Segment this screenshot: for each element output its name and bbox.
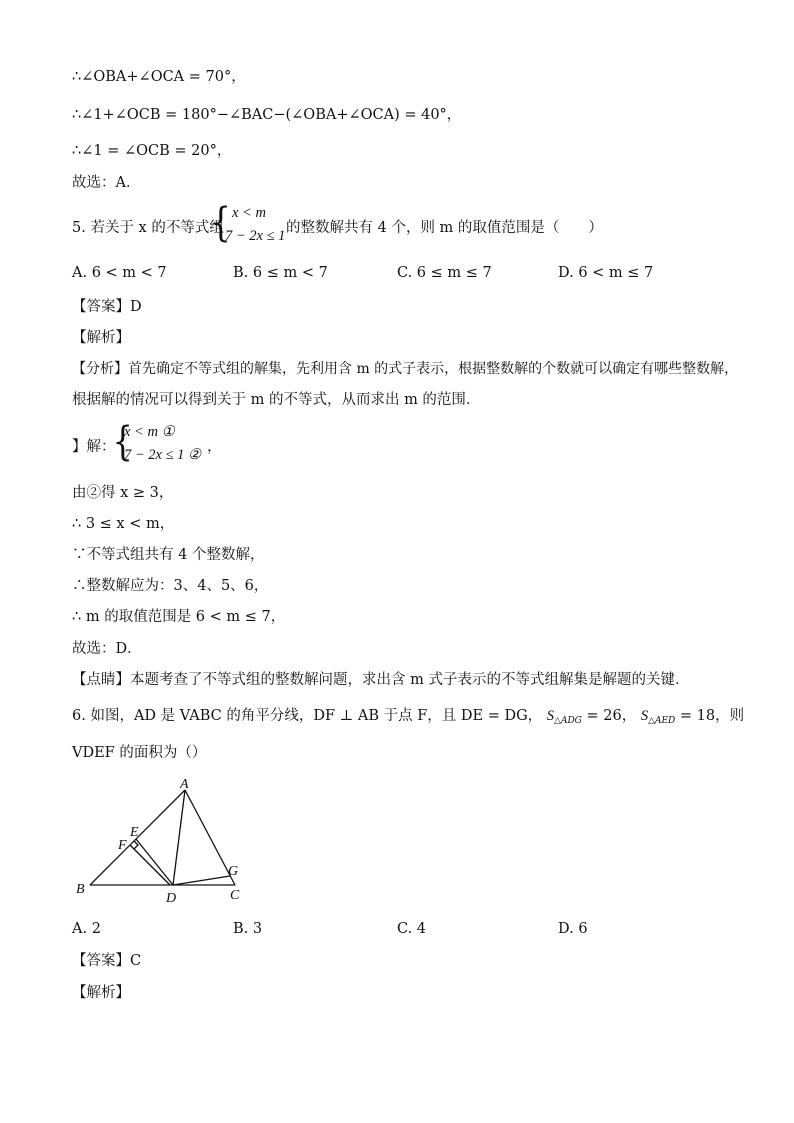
brace-icon: { [210, 200, 231, 246]
q5-step-5: ∴ m 的取值范围是 6 < m ≤ 7， [72, 609, 286, 625]
q5-analysis-2: 根据解的情况可以得到关于 m 的不等式，从而求出 m 的范围． [72, 392, 481, 408]
q5-analysis-label: 【解析】 [72, 330, 130, 346]
q5-suffix: 的整数解共有 4 个，则 m 的取值范围是（ ） [286, 220, 603, 236]
label-d: D [166, 891, 177, 906]
q5-solve-prefix: 】解： [72, 439, 116, 455]
q5-solve-suffix: ， [207, 439, 222, 455]
q5-answer: 【答案】D [72, 299, 142, 315]
proof-line-3: ∴∠1 = ∠OCB = 20°， [72, 143, 232, 159]
q6-option-c: C. 4 [397, 921, 427, 937]
label-a: A [180, 777, 189, 792]
proof-line-2: ∴∠1+∠OCB = 180°−∠BAC−(∠OBA+∠OCA) = 40°， [72, 107, 462, 123]
q5-option-b: B. 6 ≤ m < 7 [233, 265, 328, 281]
q6-area-aed-symbol: S [640, 708, 649, 724]
q5-solve-row-2: 7 − 2x ≤ 1 ② [124, 447, 202, 463]
q5-option-c: C. 6 ≤ m ≤ 7 [397, 265, 492, 281]
q6-area-adg-symbol: S [546, 708, 555, 724]
q6-line-2: VDEF 的面积为（） [72, 745, 207, 761]
segment-df [130, 845, 170, 885]
q5-system-row-2: 7 − 2x ≤ 1 [225, 228, 286, 244]
q6-area-adg-value: = 26， [581, 708, 637, 724]
q5-comment: 【点睛】本题考查了不等式组的整数解问题，求出含 m 式子表示的不等式组解集是解题的关键． [72, 672, 690, 688]
q6-area-aed-value: = 18，则 [675, 708, 745, 724]
segment-dg [173, 876, 230, 885]
q6-option-b: B. 3 [233, 921, 263, 937]
label-b: B [76, 882, 85, 897]
segment-de [136, 839, 173, 885]
label-c: C [230, 888, 240, 903]
q6-option-d: D. 6 [558, 921, 588, 937]
q6-line-1 [72, 706, 744, 731]
choice-line: 故选：A． [72, 175, 141, 191]
q5-analysis-1: 【分析】首先确定不等式组的解集，先利用含 m 的式子表示，根据整数解的个数就可以确定有哪些整数解， [72, 361, 739, 377]
q5-option-a: A. 6 < m < 7 [72, 265, 167, 281]
label-g: G [228, 864, 239, 879]
label-f: F [118, 838, 127, 853]
q6-option-a: A. 2 [72, 921, 101, 937]
q5-step-6: 故选：D． [72, 641, 142, 657]
proof-line-1: ∴∠OBA+∠OCA = 70°， [72, 69, 246, 85]
q6-answer: 【答案】C [72, 953, 142, 969]
q6-area-adg-subscript: △ADG [554, 716, 582, 726]
right-angle-mark [134, 841, 138, 849]
q5-option-d: D. 6 < m ≤ 7 [558, 265, 654, 281]
q6-stem: 6. 如图，AD 是 VABC 的角平分线，DF ⊥ AB 于点 F，且 DE = DG， [72, 708, 543, 724]
segment-ad [173, 790, 185, 885]
q5-system-row-1: x < m [232, 205, 266, 221]
q6-area-aed-subscript: △AED [648, 716, 676, 726]
q5-step-1: 由②得 x ≥ 3， [72, 485, 174, 501]
q5-step-4: ∴整数解应为：3、4、5、6， [72, 578, 269, 594]
q6-analysis-label: 【解析】 [72, 985, 130, 1001]
brace-icon: { [112, 419, 133, 465]
q5-prefix: 5. 若关于 x 的不等式组 [72, 220, 224, 236]
q5-solve-row-1: x < m ① [124, 424, 175, 440]
q5-step-2: ∴ 3 ≤ x < m， [72, 516, 175, 532]
q6-triangle-figure [70, 775, 260, 915]
q5-step-3: ∵不等式组共有 4 个整数解， [72, 547, 265, 563]
label-e: E [130, 825, 139, 840]
